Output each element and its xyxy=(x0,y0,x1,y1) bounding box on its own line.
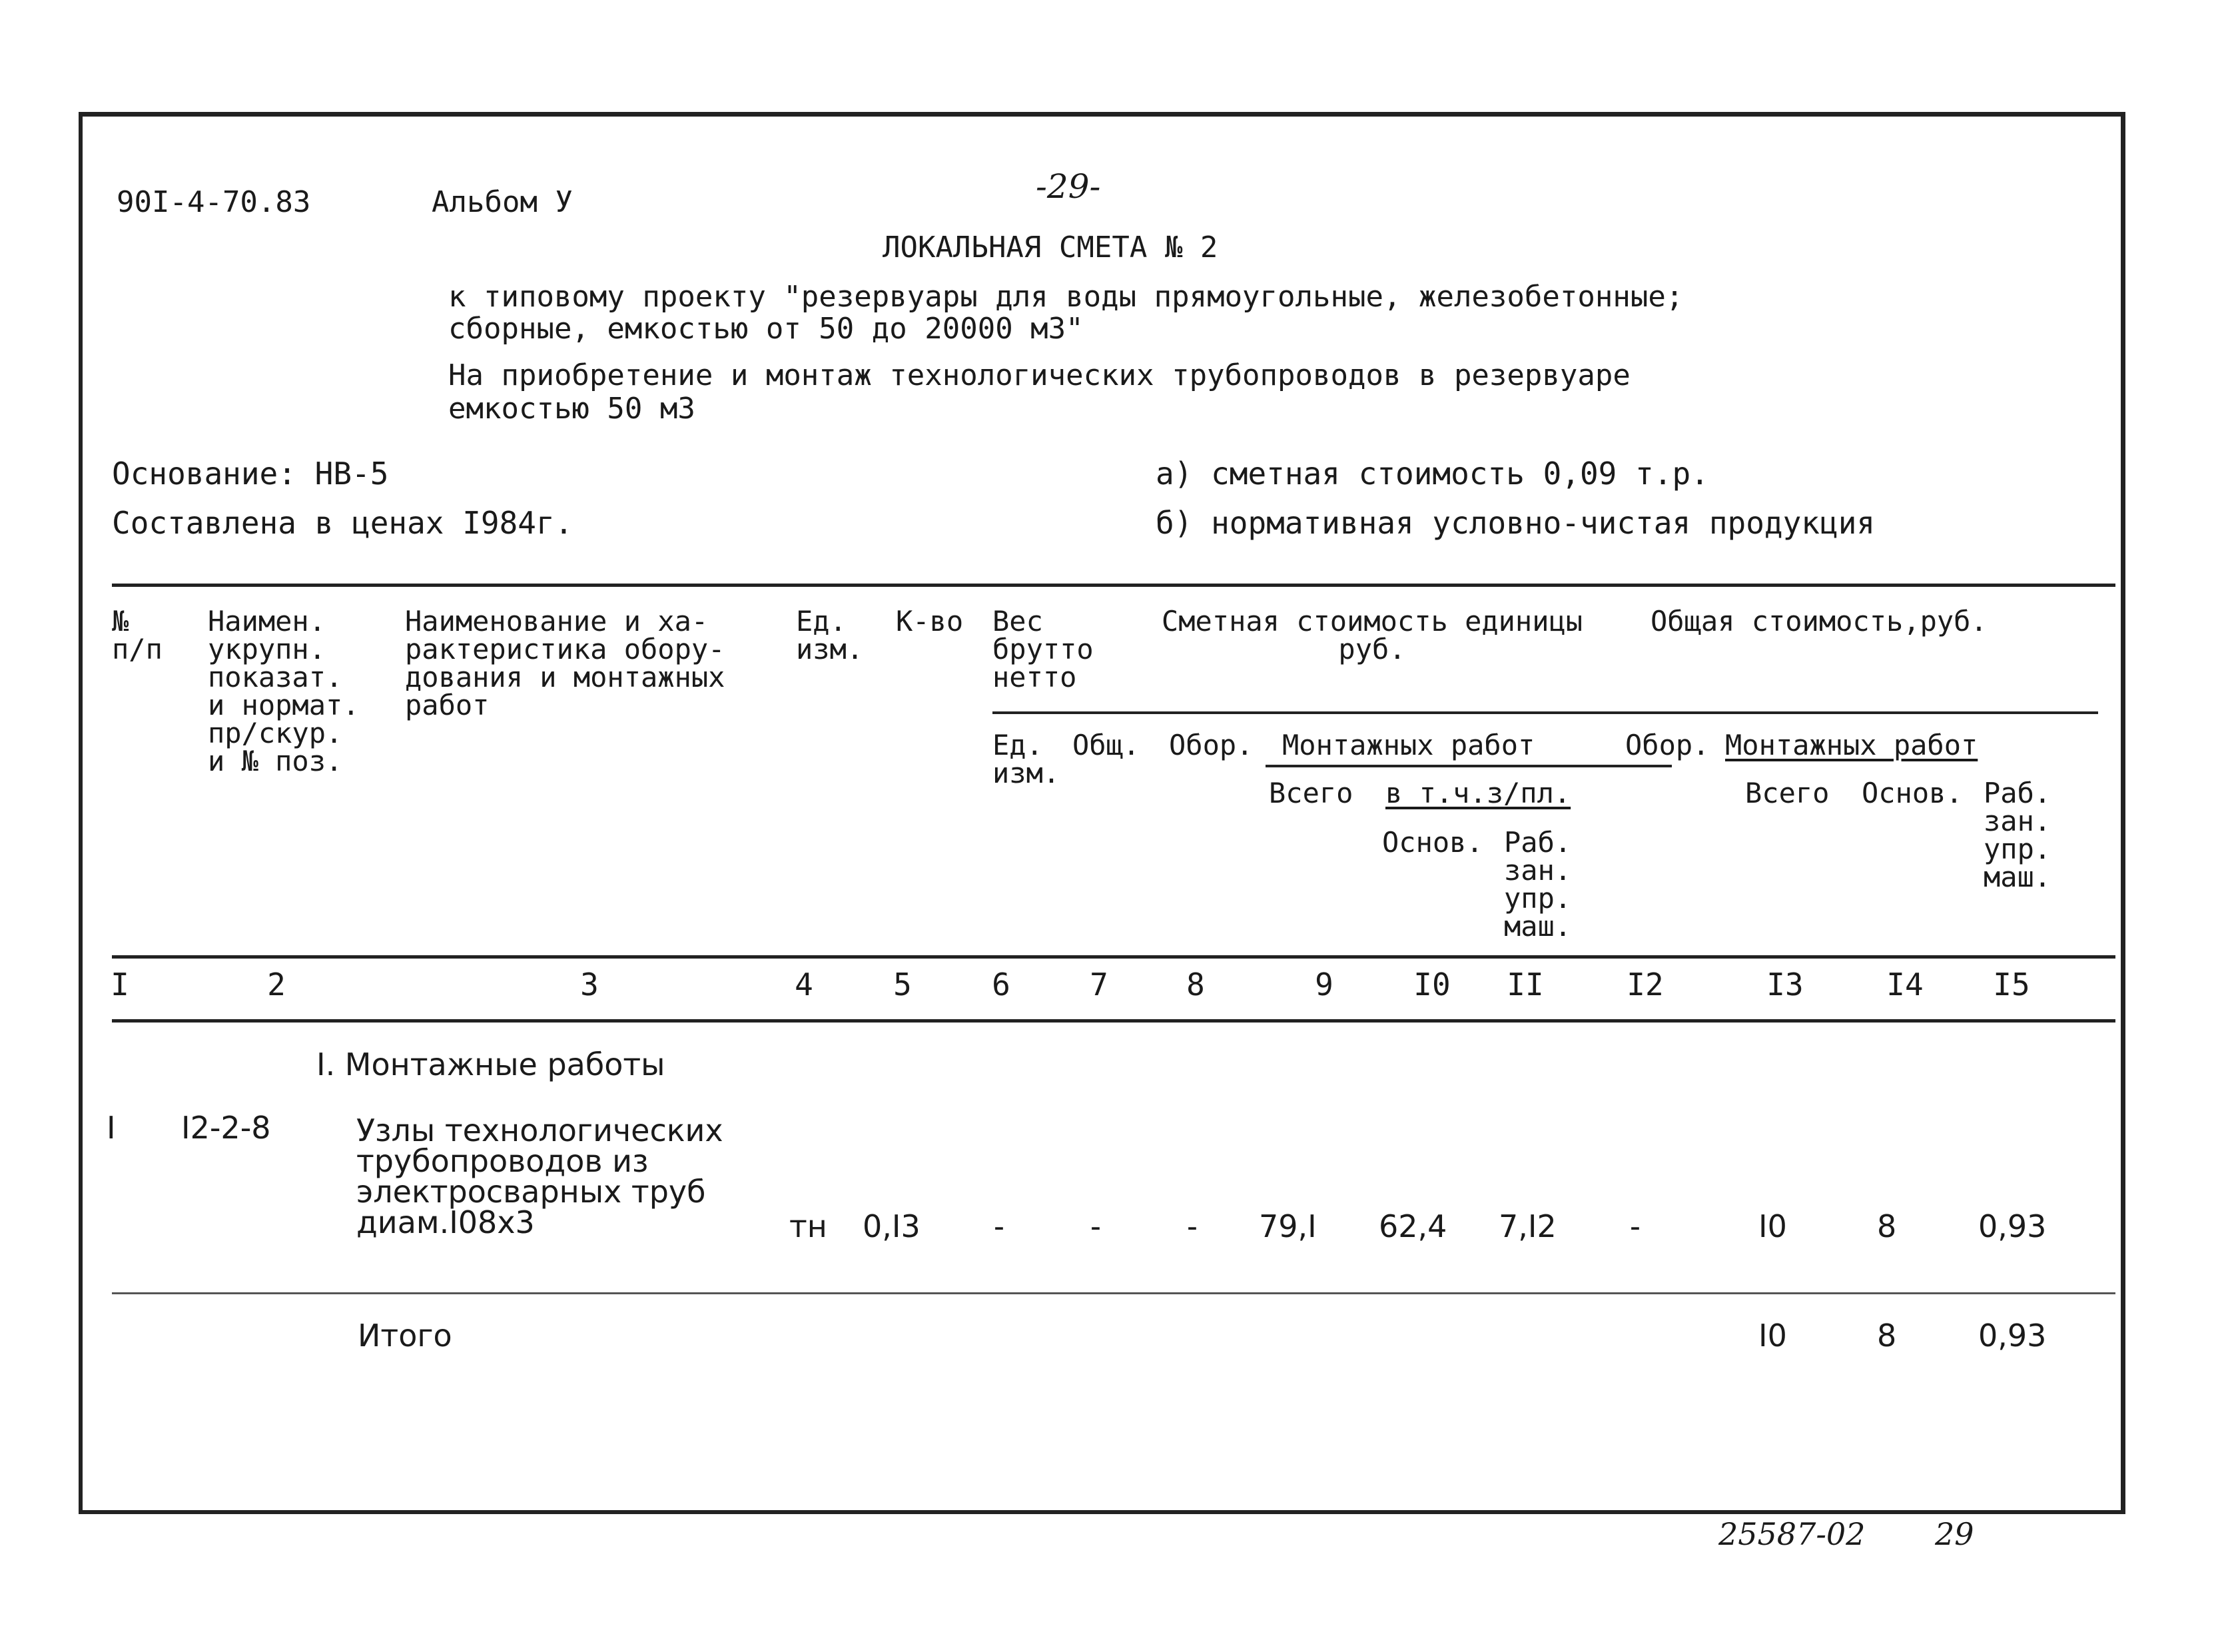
col-num-10: I0 xyxy=(1413,967,1451,1003)
basic-total-subheader: Основ. xyxy=(1862,777,1963,809)
totals-col13: I0 xyxy=(1758,1318,1787,1354)
col-num-6: 6 xyxy=(992,967,1010,1003)
total-subheader: Общ. xyxy=(1072,729,1140,761)
all-subheader: Всего xyxy=(1269,777,1353,809)
document-frame xyxy=(79,112,2125,1514)
col-num-11: II xyxy=(1507,967,1544,1003)
basic-subheader: Основ. xyxy=(1382,826,1483,859)
cost-a-text: а) сметная стоимость 0,09 т.р. xyxy=(1156,456,1709,492)
col-num-3: 3 xyxy=(580,967,599,1003)
col-num-7: 7 xyxy=(1090,967,1108,1003)
col-norm-header: Наимен. укрупн. показат. и нормат. пр/скур. и № поз. xyxy=(208,605,360,777)
row-col11: 7,I2 xyxy=(1499,1208,1557,1244)
project-line-1: к типовому проекту "резервуары для воды прямоугольные, железобетонные; xyxy=(448,280,1684,314)
cost-b-text: б) нормативная условно-чистая продукция xyxy=(1156,505,1876,541)
page-number: -29- xyxy=(1036,167,1101,206)
row-name: Узлы технологических трубопроводов из электросварных труб диам.I08x3 xyxy=(356,1112,723,1240)
totals-col15: 0,93 xyxy=(1978,1318,2047,1354)
row-col13: I0 xyxy=(1758,1208,1787,1244)
purpose-line-2: емкостью 50 м3 xyxy=(448,392,695,426)
col-num-4: 4 xyxy=(795,967,813,1003)
row-col15: 0,93 xyxy=(1978,1208,2047,1244)
basis-text: Основание: НВ-5 xyxy=(112,456,389,492)
col-num-12: I2 xyxy=(1627,967,1664,1003)
mount-subheader: Монтажных работ xyxy=(1282,729,1535,761)
col-num-15: I5 xyxy=(1993,967,2030,1003)
row-col6: - xyxy=(990,1208,1008,1244)
table-top-rule xyxy=(112,584,2115,587)
incl-wages-subheader: в т.ч.з/пл. xyxy=(1385,777,1571,809)
col-name-header: Наименование и ха- рактеристика обору- дования и монтажных работ xyxy=(405,605,725,721)
col-num-1: I xyxy=(111,967,129,1003)
col-num-5: 5 xyxy=(893,967,912,1003)
column-numbers-bottom-rule xyxy=(112,1019,2115,1023)
col-number-header: № п/п xyxy=(112,605,163,665)
col-unit-header: Ед. изм. xyxy=(796,605,864,665)
all-total-subheader: Всего xyxy=(1745,777,1830,809)
col-qty-header: К-во xyxy=(896,605,964,637)
row-col8: - xyxy=(1183,1208,1202,1244)
col-num-8: 8 xyxy=(1186,967,1205,1003)
row-qty: 0,I3 xyxy=(863,1208,921,1244)
estimate-title: ЛОКАЛЬНАЯ СМЕТА № 2 xyxy=(883,230,1218,264)
row-number: I xyxy=(107,1110,116,1146)
footer-page-number: 29 xyxy=(1935,1516,1974,1552)
section-title: I. Монтажные работы xyxy=(316,1046,665,1082)
album-label: Альбом У xyxy=(432,185,573,219)
col-weight-header: Вес брутто нетто xyxy=(992,605,1094,693)
work-subheader: Раб. зан. упр. маш. xyxy=(1504,826,1572,943)
total-cost-header: Общая стоимость,руб. xyxy=(1651,605,1988,637)
project-line-2: сборные, емкостью от 50 до 20000 м3" xyxy=(448,312,1084,346)
equip-total-subheader: Обор. xyxy=(1625,729,1710,761)
document-code: 90I-4-70.83 xyxy=(117,185,311,219)
row-col12: - xyxy=(1626,1208,1645,1244)
unit-meas-subheader: Ед. изм. xyxy=(992,729,1060,789)
row-col7: - xyxy=(1086,1208,1105,1244)
equip-subheader: Обор. xyxy=(1169,729,1254,761)
work-total-subheader: Раб. зан. упр. маш. xyxy=(1984,777,2051,893)
mount-subrule xyxy=(1266,765,1672,767)
col-num-2: 2 xyxy=(267,967,286,1003)
mount-total-subheader: Монтажных работ xyxy=(1725,729,1978,761)
totals-label: Итого xyxy=(358,1318,452,1354)
row-unit: тн xyxy=(789,1208,827,1244)
purpose-line-1: На приобретение и монтаж технологических трубопроводов в резервуаре xyxy=(448,358,1631,392)
row-col14: 8 xyxy=(1877,1208,1897,1244)
footer-stamp-number: 25587-02 xyxy=(1718,1516,1866,1552)
totals-col14: 8 xyxy=(1877,1318,1897,1354)
row-norm: I2-2-8 xyxy=(181,1110,271,1146)
column-numbers-top-rule xyxy=(112,955,2115,959)
unit-cost-header: Сметная стоимость единицы руб. xyxy=(1161,605,1583,665)
col-num-13: I3 xyxy=(1766,967,1804,1003)
col-num-9: 9 xyxy=(1315,967,1333,1003)
subheader-rule xyxy=(992,711,2098,714)
prices-text: Составлена в ценах I984г. xyxy=(112,505,573,541)
row-col10: 62,4 xyxy=(1379,1208,1447,1244)
col-num-14: I4 xyxy=(1886,967,1924,1003)
row-separator-rule xyxy=(112,1292,2115,1294)
row-col9: 79,I xyxy=(1259,1208,1317,1244)
